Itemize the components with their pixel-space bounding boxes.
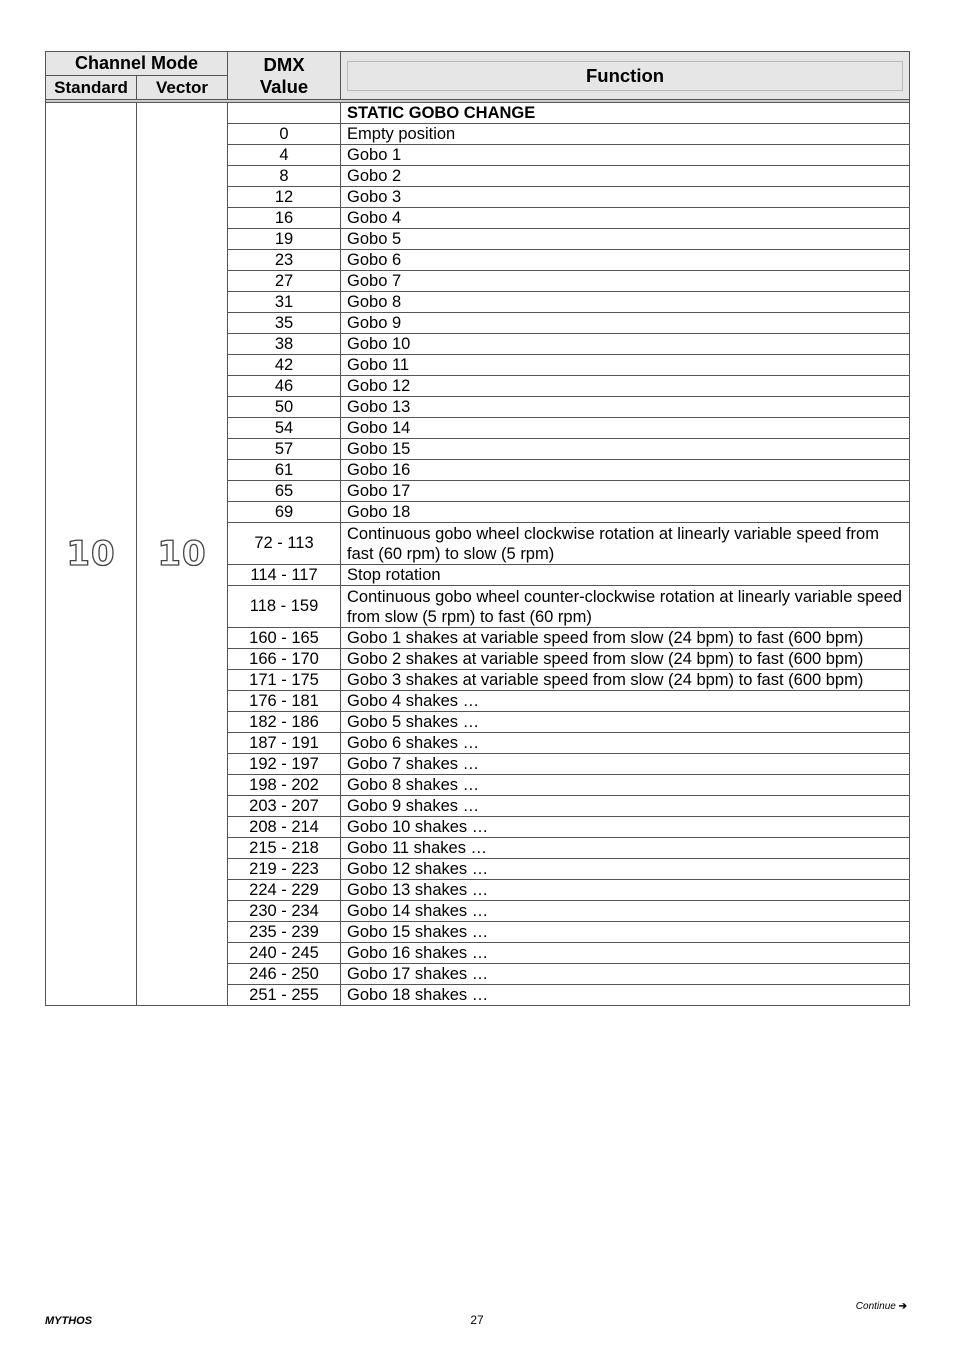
standard-channel-number: 10 xyxy=(46,103,137,1006)
function-description: Gobo 13 shakes … xyxy=(341,880,910,901)
page-number: 27 xyxy=(470,1313,484,1327)
dmx-value: 203 - 207 xyxy=(228,796,341,817)
function-description: Gobo 9 shakes … xyxy=(341,796,910,817)
dmx-value: 72 - 113 xyxy=(228,523,341,565)
section-value-cell xyxy=(228,103,341,124)
function-description: Gobo 12 shakes … xyxy=(341,859,910,880)
function-description: Continuous gobo wheel clockwise rotation at linearly variable speed from fast (60 rpm) to slow (5 rpm) xyxy=(341,523,910,565)
continue-label: Continue xyxy=(855,1301,896,1312)
dmx-value: 46 xyxy=(228,376,341,397)
function-description: Gobo 16 shakes … xyxy=(341,943,910,964)
dmx-value: 160 - 165 xyxy=(228,628,341,649)
dmx-value: 57 xyxy=(228,439,341,460)
dmx-value: 198 - 202 xyxy=(228,775,341,796)
dmx-value: 182 - 186 xyxy=(228,712,341,733)
function-description: Gobo 9 xyxy=(341,313,910,334)
dmx-function-table xyxy=(45,51,910,1006)
function-description: Stop rotation xyxy=(341,565,910,586)
function-description: Gobo 11 xyxy=(341,355,910,376)
function-description: Gobo 14 shakes … xyxy=(341,901,910,922)
dmx-value: 35 xyxy=(228,313,341,334)
dmx-value: 235 - 239 xyxy=(228,922,341,943)
function-description: Gobo 4 xyxy=(341,208,910,229)
function-description: Continuous gobo wheel counter-clockwise rotation at linearly variable speed from slow (5 rpm) to fast (60 rpm) xyxy=(341,586,910,628)
function-description: Gobo 18 xyxy=(341,502,910,523)
dmx-value: 187 - 191 xyxy=(228,733,341,754)
dmx-value: 224 - 229 xyxy=(228,880,341,901)
function-description: Gobo 1 shakes at variable speed from slow (24 bpm) to fast (600 bpm) xyxy=(341,628,910,649)
dmx-value: 192 - 197 xyxy=(228,754,341,775)
arrow-right-icon: ➔ xyxy=(898,1301,907,1312)
function-description: Gobo 15 xyxy=(341,439,910,460)
function-header-cell xyxy=(341,52,910,100)
dmx-value: 65 xyxy=(228,481,341,502)
dmx-value: 19 xyxy=(228,229,341,250)
function-description: Gobo 2 shakes at variable speed from slow (24 bpm) to fast (600 bpm) xyxy=(341,649,910,670)
function-description: Gobo 3 shakes at variable speed from slow (24 bpm) to fast (600 bpm) xyxy=(341,670,910,691)
dmx-value: 230 - 234 xyxy=(228,901,341,922)
function-description: Gobo 7 shakes … xyxy=(341,754,910,775)
dmx-value: 69 xyxy=(228,502,341,523)
dmx-value: 251 - 255 xyxy=(228,985,341,1006)
standard-header: Standard xyxy=(46,76,137,100)
function-description: Gobo 8 shakes … xyxy=(341,775,910,796)
function-description: Gobo 6 shakes … xyxy=(341,733,910,754)
dmx-value: 208 - 214 xyxy=(228,817,341,838)
function-header: Function xyxy=(347,61,903,91)
function-description: Gobo 8 xyxy=(341,292,910,313)
dmx-value: 240 - 245 xyxy=(228,943,341,964)
function-description: Gobo 16 xyxy=(341,460,910,481)
section-title: STATIC GOBO CHANGE xyxy=(341,103,910,124)
function-description: Gobo 4 shakes … xyxy=(341,691,910,712)
dmx-value: 23 xyxy=(228,250,341,271)
dmx-value: 171 - 175 xyxy=(228,670,341,691)
dmx-value: 176 - 181 xyxy=(228,691,341,712)
dmx-value: 27 xyxy=(228,271,341,292)
function-description: Empty position xyxy=(341,124,910,145)
function-description: Gobo 18 shakes … xyxy=(341,985,910,1006)
function-description: Gobo 1 xyxy=(341,145,910,166)
dmx-value: 8 xyxy=(228,166,341,187)
dmx-value: 16 xyxy=(228,208,341,229)
vector-header: Vector xyxy=(137,76,228,100)
brand-footer: MYTHOS xyxy=(45,1315,93,1327)
dmx-value: 246 - 250 xyxy=(228,964,341,985)
dmx-value: 114 - 117 xyxy=(228,565,341,586)
dmx-value-header: DMX Value xyxy=(228,52,341,100)
function-description: Gobo 17 xyxy=(341,481,910,502)
function-description: Gobo 5 xyxy=(341,229,910,250)
function-description: Gobo 3 xyxy=(341,187,910,208)
function-description: Gobo 12 xyxy=(341,376,910,397)
function-description: Gobo 13 xyxy=(341,397,910,418)
function-description: Gobo 6 xyxy=(341,250,910,271)
function-description: Gobo 10 shakes … xyxy=(341,817,910,838)
dmx-value: 61 xyxy=(228,460,341,481)
function-description: Gobo 2 xyxy=(341,166,910,187)
dmx-value: 54 xyxy=(228,418,341,439)
continue-note xyxy=(856,1301,907,1312)
vector-channel-number: 10 xyxy=(137,103,228,1006)
dmx-value: 4 xyxy=(228,145,341,166)
dmx-value: 31 xyxy=(228,292,341,313)
dmx-value: 215 - 218 xyxy=(228,838,341,859)
dmx-value: 42 xyxy=(228,355,341,376)
dmx-value: 38 xyxy=(228,334,341,355)
function-description: Gobo 17 shakes … xyxy=(341,964,910,985)
dmx-value: 219 - 223 xyxy=(228,859,341,880)
dmx-value: 50 xyxy=(228,397,341,418)
function-description: Gobo 14 xyxy=(341,418,910,439)
function-description: Gobo 10 xyxy=(341,334,910,355)
function-description: Gobo 15 shakes … xyxy=(341,922,910,943)
function-description: Gobo 7 xyxy=(341,271,910,292)
function-description: Gobo 11 shakes … xyxy=(341,838,910,859)
dmx-value: 0 xyxy=(228,124,341,145)
channel-mode-header: Channel Mode xyxy=(46,52,228,76)
dmx-value: 118 - 159 xyxy=(228,586,341,628)
dmx-value: 12 xyxy=(228,187,341,208)
function-description: Gobo 5 shakes … xyxy=(341,712,910,733)
dmx-value: 166 - 170 xyxy=(228,649,341,670)
